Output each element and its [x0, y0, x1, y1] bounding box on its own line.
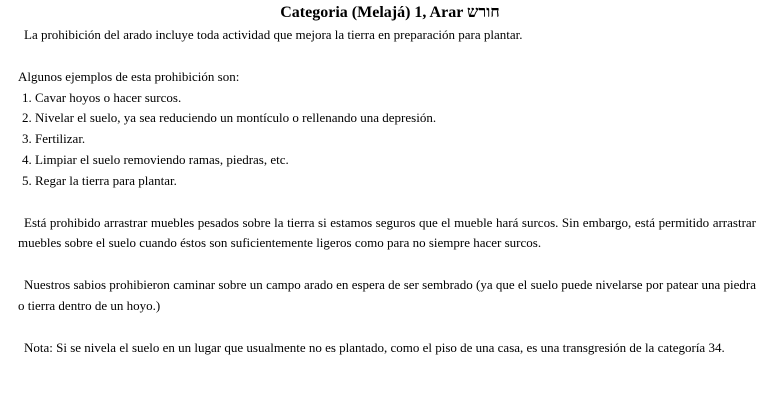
examples-heading: Algunos ejemplos de esta prohibición son:	[18, 68, 240, 84]
list-item: 2. Nivelar el suelo, ya sea reduciendo un montículo o rellenando una depresión.	[22, 110, 437, 126]
list-item: 4. Limpiar el suelo removiendo ramas, piedras, etc.	[22, 151, 289, 167]
list-item: 3. Fertilizar.	[22, 131, 86, 147]
list-item: 5. Regar la tierra para plantar.	[22, 172, 177, 188]
sages-paragraph: Nuestros sabios prohibieron caminar sobre un campo arado en espera de ser sembrado (ya que el suelo puede nivelarse por patear una piedra o tierra dentro de un hoyo.)	[18, 277, 756, 313]
spacer	[18, 46, 756, 67]
furniture-paragraph: Está prohibido arrastrar muebles pesados sobre la tierra si estamos seguros que el mueble hará surcos. Sin embargo, está permitido arrastrar muebles sobre el suelo cuando éstos son suficientemente ligeros como para no siempre hacer surcos.	[18, 214, 756, 251]
examples-list	[18, 88, 756, 192]
spacer	[18, 317, 756, 338]
spacer	[18, 254, 756, 275]
list-item: 1. Cavar hoyos o hacer surcos.	[22, 89, 182, 105]
document-title: Categoria (Melajá) 1, Arar חורש	[280, 4, 500, 21]
document-body	[18, 0, 756, 359]
spacer	[18, 192, 756, 213]
intro-paragraph: La prohibición del arado incluye toda actividad que mejora la tierra en preparación para plantar.	[24, 27, 523, 42]
note-paragraph: Nota: Si se nivela el suelo en un lugar que usualmente no es plantado, como el piso de una casa, es una transgresión de la categoría 34.	[24, 339, 725, 355]
